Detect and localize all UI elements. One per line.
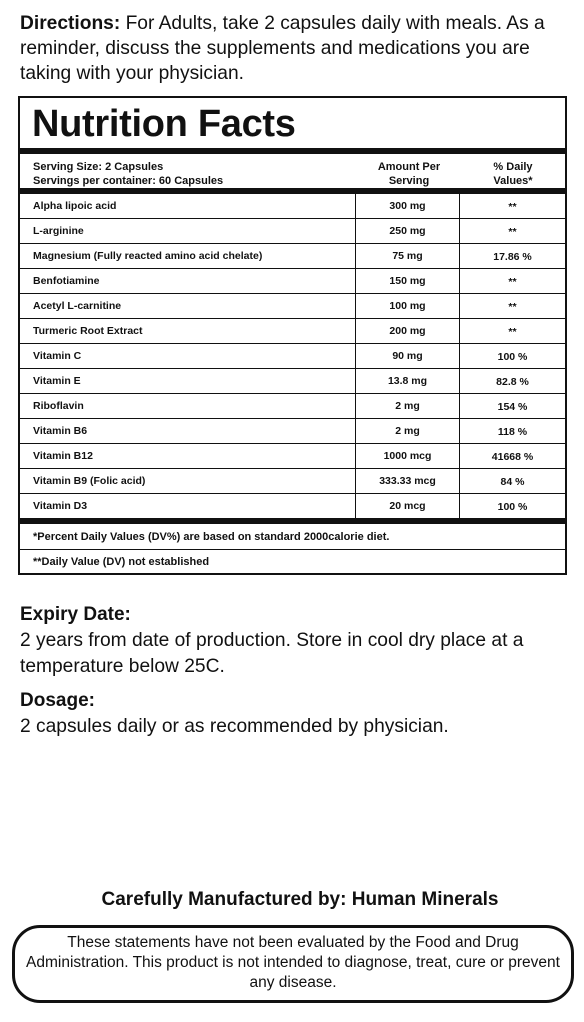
nutrient-name: Vitamin B9 (Folic acid) [20,469,356,493]
nutrition-facts-panel [18,96,567,575]
directions-paragraph [20,11,576,86]
nutrient-amount: 100 mg [356,294,460,318]
nutrient-row [20,369,565,394]
nutrient-row [20,319,565,344]
nutrient-row [20,219,565,244]
nutrient-row [20,269,565,294]
servings-per-container: Servings per container: 60 Capsules [33,175,224,187]
nutrient-row [20,244,565,269]
nutrient-daily-value: 84 % [500,476,525,488]
nutrient-daily-value: ** [508,201,517,213]
nutrient-daily-value: 17.86 % [493,251,532,263]
nutrient-daily-value: 41668 % [491,451,534,463]
nutrient-daily-value: ** [508,276,517,288]
nutrient-name: L-arginine [20,219,356,243]
nutrient-row [20,294,565,319]
nutrient-row [20,444,565,469]
nutrition-facts-title: Nutrition Facts [20,98,565,154]
nutrient-amount: 333.33 mcg [356,469,460,493]
expiry-heading: Expiry Date: [20,604,131,625]
nutrient-daily-value: 100 % [497,501,528,513]
daily-value-header [461,154,565,188]
nutrient-amount: 75 mg [356,244,460,268]
nutrient-rows [20,194,565,524]
directions-label: Directions: [20,13,121,34]
serving-info [20,154,357,188]
nutrient-name: Vitamin E [20,369,356,393]
nutrient-amount: 200 mg [356,319,460,343]
dosage-heading: Dosage: [20,690,95,711]
nutrient-amount: 1000 mcg [356,444,460,468]
directions-text: For Adults, take 2 capsules daily with meals. As a reminder, discuss the supplements and medications you are taking with your physician. [20,13,545,84]
nutrient-amount: 90 mg [356,344,460,368]
nutrient-name: Acetyl L-carnitine [20,294,356,318]
manufacturer-line: Carefully Manufactured by: Human Minerals [101,889,499,910]
serving-size: Serving Size: 2 Capsules [33,161,164,173]
nutrient-name: Alpha lipoic acid [20,194,356,218]
nutrient-daily-value: 118 % [497,426,528,438]
amount-per-serving-header [357,154,461,188]
nutrient-name: Vitamin D3 [20,494,356,518]
nutrient-amount: 150 mg [356,269,460,293]
nutrient-daily-value: 82.8 % [496,376,529,388]
amount-header-line2: Serving [388,175,430,187]
nutrient-name: Riboflavin [20,394,356,418]
nutrient-amount: 250 mg [356,219,460,243]
fda-disclaimer-box [12,925,574,1003]
nutrient-name: Vitamin B12 [20,444,356,468]
nutrient-row [20,344,565,369]
nutrient-daily-value: 100 % [497,351,528,363]
nutrient-amount: 2 mg [356,419,460,443]
nutrient-row [20,194,565,219]
dv-not-established-footnote: **Daily Value (DV) not established [33,556,210,568]
dv-header-line2: Values* [493,175,533,187]
amount-header-line1: Amount Per [377,161,441,173]
nutrient-amount: 20 mcg [356,494,460,518]
nutrient-amount: 13.8 mg [356,369,460,393]
nutrient-name: Vitamin B6 [20,419,356,443]
dv-header-line1: % Daily [493,161,533,173]
nutrient-row [20,419,565,444]
nutrient-row [20,494,565,524]
nutrition-header-row [20,154,565,194]
nutrient-amount: 300 mg [356,194,460,218]
nutrient-row [20,394,565,419]
dv-footnote: *Percent Daily Values (DV%) are based on standard 2000calorie diet. [20,524,565,550]
nutrient-name: Magnesium (Fully reacted amino acid chelate) [20,244,356,268]
fda-disclaimer-text: These statements have not been evaluated by the Food and Drug Administration. This product is not intended to diagnose, treat, cure or prevent any disease. [26,934,560,991]
nutrient-daily-value: ** [508,301,517,313]
nutrient-row [20,469,565,494]
dosage-text: 2 capsules daily or as recommended by physician. [20,716,449,737]
nutrient-daily-value: ** [508,226,517,238]
nutrient-name: Benfotiamine [20,269,356,293]
nutrient-daily-value: ** [508,326,517,338]
nutrient-name: Vitamin C [20,344,356,368]
nutrient-daily-value: 154 % [497,401,528,413]
nutrient-name: Turmeric Root Extract [20,319,356,343]
nutrient-amount: 2 mg [356,394,460,418]
expiry-text: 2 years from date of production. Store in cool dry place at a temperature below 25C. [20,630,524,677]
